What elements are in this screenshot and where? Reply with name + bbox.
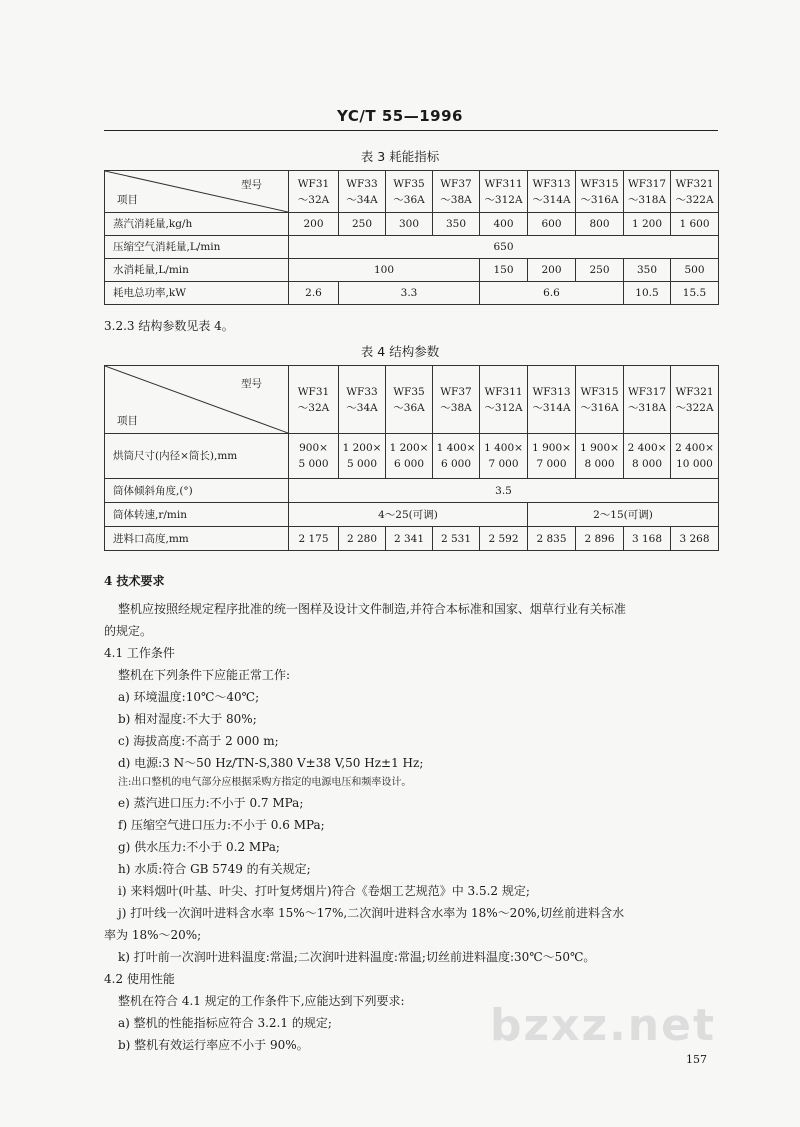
table-row	[105, 282, 719, 305]
list-item: f) 压缩空气进口压力:不小于 0.6 MPa;	[118, 818, 325, 832]
table-cell: 2 400× 10 000	[671, 434, 719, 479]
table-cell: 150	[480, 259, 528, 282]
list-item: b) 整机有效运行率应不小于 90%。	[118, 1038, 309, 1052]
row-label: 水消耗量,L/min	[105, 259, 289, 282]
table-cell: 3.3	[339, 282, 480, 305]
table-cell: 500	[671, 259, 719, 282]
list-item-j-line1: j) 打叶线一次润叶进料含水率 15%～17%,二次润叶进料含水率为 18%～20%,切丝前进料含水	[118, 906, 625, 920]
table-row	[105, 236, 719, 259]
table-cell: 1 900× 8 000	[576, 434, 624, 479]
table-cell: 2 175	[289, 527, 339, 551]
table-cell: 2 400× 8 000	[624, 434, 671, 479]
table-cell: 2 341	[386, 527, 433, 551]
list-item: d) 电源:3 N～50 Hz/TN-S,380 V±38 V,50 Hz±1 Hz;	[118, 756, 424, 770]
table-cell: 1 200× 5 000	[339, 434, 386, 479]
table-cell: 2 835	[528, 527, 576, 551]
table-cell: 600	[528, 213, 576, 236]
table3-model-header: WF321 ～322A	[671, 171, 719, 213]
table4-model-header: WF35 ～36A	[386, 366, 433, 434]
section-4-intro-line1: 整机应按照经规定程序批准的统一图样及设计文件制造,并符合本标准和国家、烟草行业有关标准	[118, 602, 626, 616]
table3-model-header: WF37 ～38A	[433, 171, 480, 213]
table4-model-header: WF37 ～38A	[433, 366, 480, 434]
table3-model-header: WF33 ～34A	[339, 171, 386, 213]
table-row	[105, 503, 719, 527]
standard-code-header: YC/T 55—1996	[337, 107, 463, 125]
table-row	[105, 213, 719, 236]
list-item: c) 海拔高度:不高于 2 000 m;	[118, 734, 279, 748]
row-label: 耗电总功率,kW	[105, 282, 289, 305]
table-cell: 3 168	[624, 527, 671, 551]
table-cell: 2 592	[480, 527, 528, 551]
table-row	[105, 434, 719, 479]
list-item: k) 打叶前一次润叶进料温度:常温;二次润叶进料温度:常温;切丝前进料温度:30℃～50℃。	[118, 950, 596, 964]
table-cell: 2 531	[433, 527, 480, 551]
section-4-intro-line2: 的规定。	[104, 624, 153, 638]
table-cell: 2～15(可调)	[528, 503, 719, 527]
table3-model-header: WF35 ～36A	[386, 171, 433, 213]
table3-model-header: WF31 ～32A	[289, 171, 339, 213]
table-cell: 1 200	[624, 213, 671, 236]
table4-model-header: WF33 ～34A	[339, 366, 386, 434]
table-cell: 2.6	[289, 282, 339, 305]
table-cell: 1 600	[671, 213, 719, 236]
table-cell: 10.5	[624, 282, 671, 305]
table4-header-row	[105, 366, 719, 434]
table-cell: 800	[576, 213, 624, 236]
table-row	[105, 527, 719, 551]
table-cell: 6.6	[480, 282, 624, 305]
row-label: 进料口高度,mm	[105, 527, 289, 551]
row-label: 烘筒尺寸(内径×筒长),mm	[105, 434, 289, 479]
header-rule	[104, 130, 718, 131]
table4-corner-item: 项目	[117, 415, 138, 427]
table-cell: 650	[289, 236, 719, 259]
row-label: 蒸汽消耗量,kg/h	[105, 213, 289, 236]
table-cell: 200	[289, 213, 339, 236]
section-4-1-intro: 整机在下列条件下应能正常工作:	[118, 668, 291, 682]
list-item: i) 来料烟叶(叶基、叶尖、打叶复烤烟片)符合《卷烟工艺规范》中 3.5.2 规定;	[118, 884, 530, 898]
table-cell: 3 268	[671, 527, 719, 551]
table4-model-header: WF315 ～316A	[576, 366, 624, 434]
table-cell: 15.5	[671, 282, 719, 305]
table-cell: 100	[289, 259, 480, 282]
table-cell: 3.5	[289, 479, 719, 503]
table4-caption: 表 4 结构参数	[360, 344, 440, 359]
table4-corner-model: 型号	[241, 378, 262, 390]
table4-model-header: WF31 ～32A	[289, 366, 339, 434]
table-cell: 1 400× 7 000	[480, 434, 528, 479]
list-item-j-line2: 率为 18%～20%;	[104, 928, 202, 942]
table-cell: 4～25(可调)	[289, 503, 528, 527]
table-cell: 900× 5 000	[289, 434, 339, 479]
table-cell: 1 400× 6 000	[433, 434, 480, 479]
table-cell: 300	[386, 213, 433, 236]
watermark: bzxz.net	[490, 1000, 717, 1051]
table3-model-header: WF311 ～312A	[480, 171, 528, 213]
table-cell: 250	[339, 213, 386, 236]
table3-model-header: WF313 ～314A	[528, 171, 576, 213]
table-cell: 2 280	[339, 527, 386, 551]
list-item: a) 整机的性能指标应符合 3.2.1 的规定;	[118, 1016, 332, 1030]
table3	[104, 170, 719, 305]
table3-model-header: WF315 ～316A	[576, 171, 624, 213]
table-cell: 200	[528, 259, 576, 282]
table-cell: 350	[433, 213, 480, 236]
list-item: e) 蒸汽进口压力:不小于 0.7 MPa;	[118, 796, 304, 810]
section-3-2-3: 3.2.3 结构参数见表 4。	[104, 319, 234, 333]
list-item: g) 供水压力:不小于 0.2 MPa;	[118, 840, 280, 854]
row-label: 筒体倾斜角度,(°)	[105, 479, 289, 503]
table-cell: 350	[624, 259, 671, 282]
row-label: 压缩空气消耗量,L/min	[105, 236, 289, 259]
table3-header-row	[105, 171, 719, 213]
table4-model-header: WF321 ～322A	[671, 366, 719, 434]
table-cell: 1 900× 7 000	[528, 434, 576, 479]
section-4-1-title: 4.1 工作条件	[104, 646, 175, 660]
page-number: 157	[686, 1053, 707, 1066]
table4-model-header: WF311 ～312A	[480, 366, 528, 434]
table3-corner-item: 项目	[117, 194, 138, 206]
list-item: b) 相对湿度:不大于 80%;	[118, 712, 257, 726]
table-row	[105, 259, 719, 282]
table-row	[105, 479, 719, 503]
section-4-title: 4 技术要求	[104, 574, 165, 588]
table-cell: 1 200× 6 000	[386, 434, 433, 479]
table3-model-header: WF317 ～318A	[624, 171, 671, 213]
table-cell: 250	[576, 259, 624, 282]
section-4-2-title: 4.2 使用性能	[104, 972, 175, 986]
table-cell: 400	[480, 213, 528, 236]
section-4-2-intro: 整机在符合 4.1 规定的工作条件下,应能达到下列要求:	[118, 994, 405, 1008]
table3-corner-cell	[105, 171, 289, 213]
row-label: 筒体转速,r/min	[105, 503, 289, 527]
note: 注:出口整机的电气部分应根据采购方指定的电源电压和频率设计。	[118, 777, 412, 788]
list-item: h) 水质:符合 GB 5749 的有关规定;	[118, 862, 311, 876]
list-item: a) 环境温度:10℃～40℃;	[118, 690, 260, 704]
table-cell: 2 896	[576, 527, 624, 551]
table4	[104, 365, 719, 551]
table3-corner-model: 型号	[241, 179, 262, 191]
table4-model-header: WF313 ～314A	[528, 366, 576, 434]
table4-corner-cell	[105, 366, 289, 434]
table3-caption: 表 3 耗能指标	[360, 149, 440, 164]
table4-model-header: WF317 ～318A	[624, 366, 671, 434]
